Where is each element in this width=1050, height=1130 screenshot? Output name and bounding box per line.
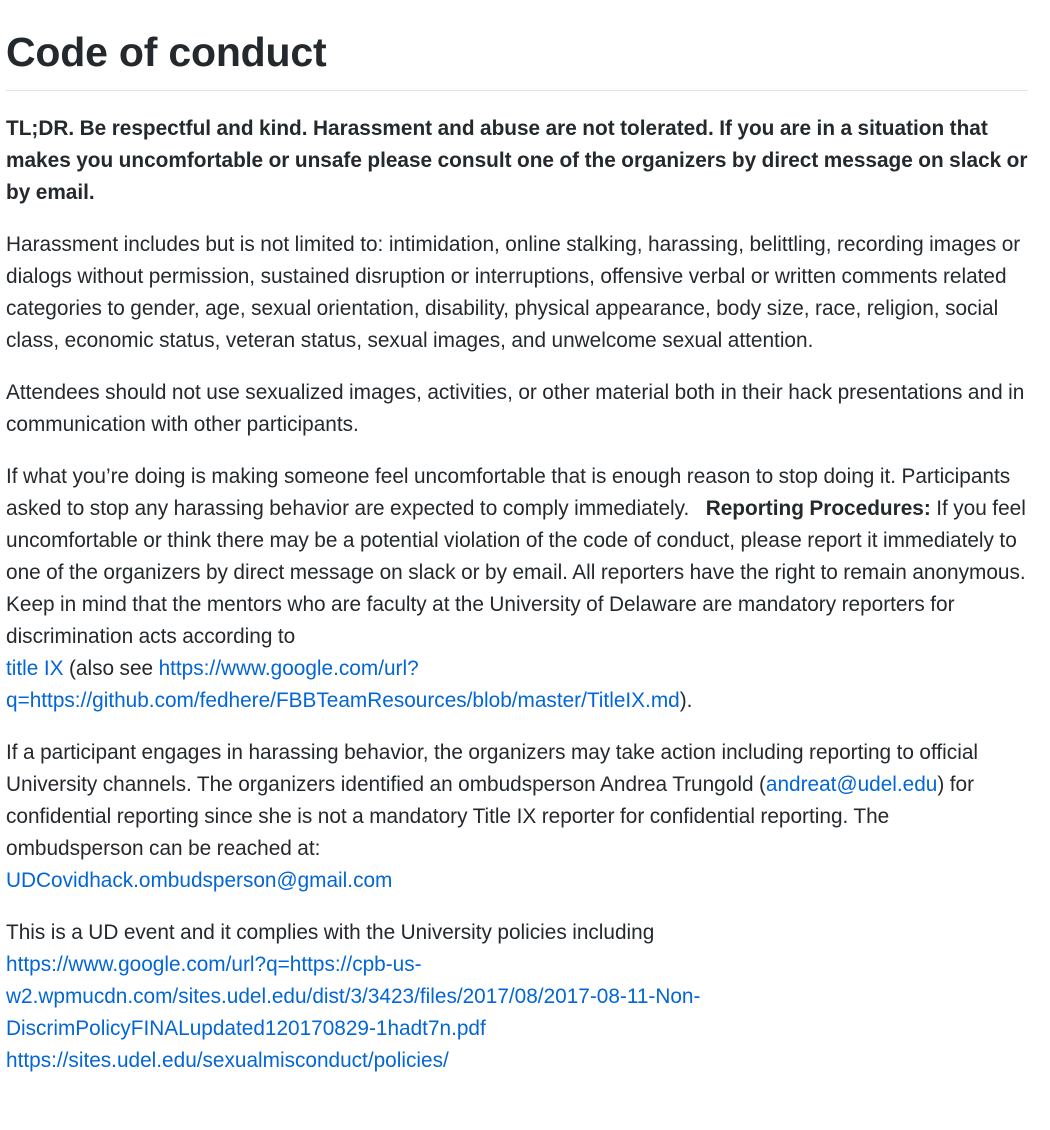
harassment-paragraph: Harassment includes but is not limited to: intimidation, online stalking, harassing, belittling, recording images or dialogs without permission, sustained disruption or interruptions, offensive verbal or written comments related categories to gender, age, sexual orientation, disability, physical appearance, body size, race, religion, social class, economic status, veteran status, sexual images, and unwelcome sexual attention. [6,233,1021,352]
andrea-email-link[interactable]: andreat@udel.edu [765,773,938,796]
participant-paragraph [6,737,1028,897]
participant-text-2: ) for confidential reporting since she is not a mandatory Title IX reporter for confidential reporting. The ombudsperson can be reached at: [6,773,975,860]
also-see-text: (also see [68,657,154,680]
tldr-paragraph: TL;DR. Be respectful and kind. Harassment and abuse are not tolerated. If you are in a situation that makes you uncomfortable or unsafe please consult one of the organizers by direct message on slack or by email. [6,117,1028,204]
policies-text: This is a UD event and it complies with the University policies including [6,921,655,944]
sexual-misconduct-policy-link[interactable]: https://sites.udel.edu/sexualmisconduct/policies/ [6,1049,449,1072]
attendees-paragraph: Attendees should not use sexualized images, activities, or other material both in their hack presentations and in communication with other participants. [6,381,1025,436]
title-ix-google-link[interactable]: https://www.google.com/url? q=https://github.com/fedhere/FBBTeamResources/blob/master/TitleIX.md [6,657,680,712]
nondiscrimination-policy-link[interactable]: https://www.google.com/url?q=https://cpb-us- w2.wpmucdn.com/sites.udel.edu/dist/3/3423/files/2017/08/2017-08-11-Non- DiscrimPolicyFINALupdated120170829-1hadt7n.pdf [6,953,701,1040]
title-ix-link[interactable]: title IX [6,657,64,680]
reporting-paragraph [6,461,1028,717]
reporting-intro: If what you’re doing is making someone feel uncomfortable that is enough reason to stop doing it. Participants asked to stop any harassing behavior are expected to comply immediately. [6,465,1011,520]
reporting-label: Reporting Procedures: [705,497,931,520]
policies-paragraph [6,917,1028,1077]
participant-text-1: If a participant engages in harassing behavior, the organizers may take action including reporting to official University channels. The organizers identified an ombudsperson Andrea Trungold ( [6,741,978,796]
reporting-body: If you feel uncomfortable or think there may be a potential violation of the code of conduct, please report it immediately to one of the organizers by direct message on slack or by email. All reporters have the right to remain anonymous. Keep in mind that the mentors who are faculty at the University of Delaware are mandatory reporters for discrimination acts according to [6,497,1026,648]
ombudsperson-email-link[interactable]: UDCovidhack.ombudsperson@gmail.com [6,869,393,892]
reporting-close: ). [679,689,693,712]
page-title: Code of conduct [6,28,1028,91]
